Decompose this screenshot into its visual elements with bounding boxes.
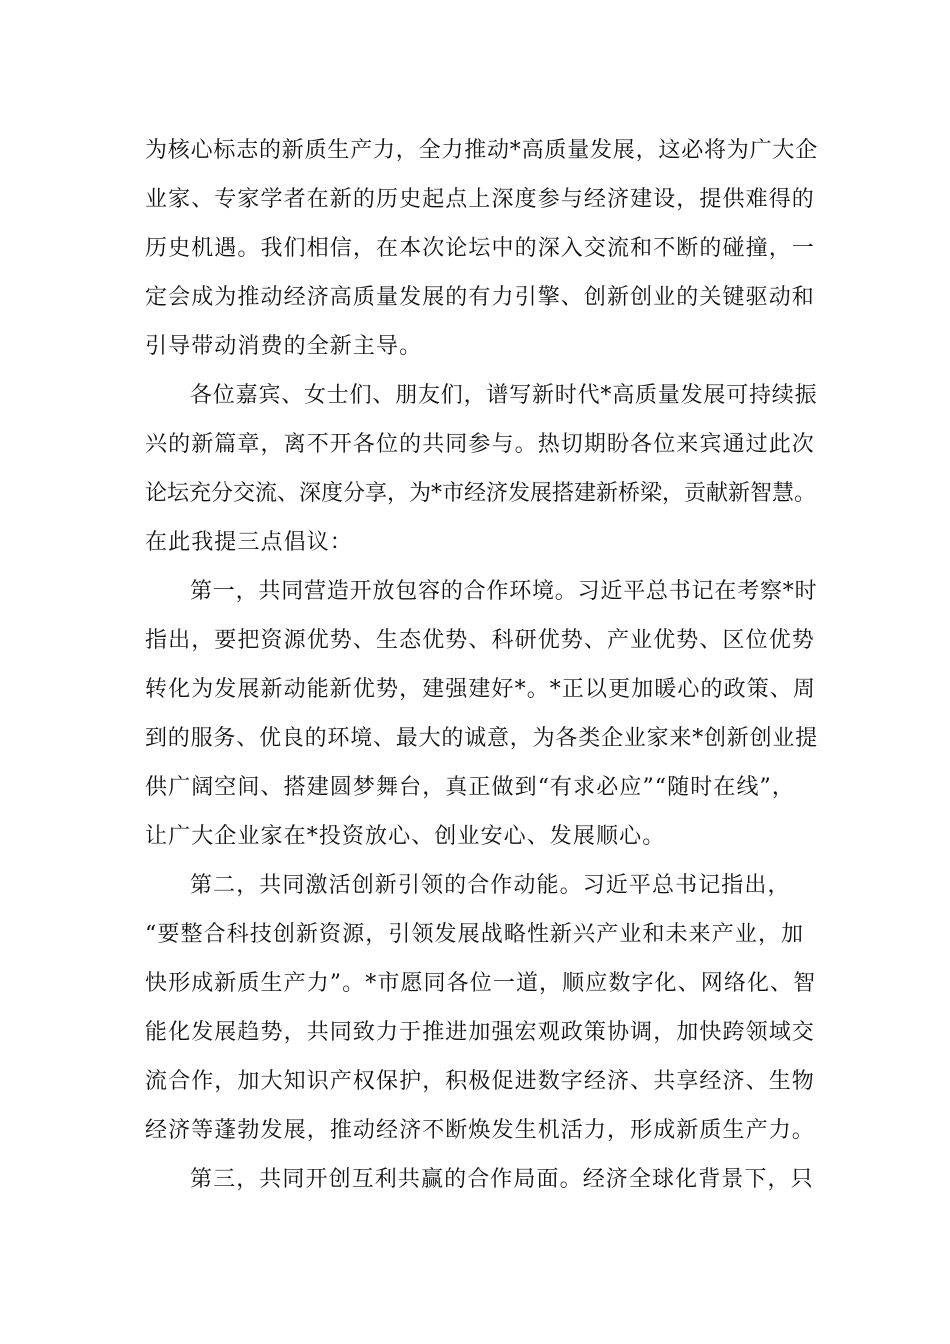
text-line: 到的服务、优良的环境、最大的诚意，为各类企业家来*创新创业提 (145, 726, 819, 751)
paragraph-first-line: 各位嘉宾、女士们、朋友们，谱写新时代*高质量发展可持续振 (190, 383, 818, 408)
text-line: 业家、专家学者在新的历史起点上深度参与经济建设，提供难得的 (145, 187, 815, 212)
text-line: 兴的新篇章，离不开各位的共同参与。热切期盼各位来宾通过此次 (145, 432, 815, 457)
text-line: 论坛充分交流、深度分享，为*市经济发展搭建新桥梁，贡献新智慧。 (145, 481, 817, 506)
text-line: 历史机遇。我们相信，在本次论坛中的深入交流和不断的碰撞，一 (145, 236, 815, 261)
text-line: 流合作，加大知识产权保护，积极促进数字经济、共享经济、生物 (145, 1069, 815, 1094)
text-line: 供广阔空间、搭建圆梦舞台，真正做到“有求必应”“随时在线”， (145, 775, 795, 800)
text-line: 引导带动消费的全新主导。 (145, 334, 423, 359)
text-line: 指出，要把资源优势、生态优势、科研优势、产业优势、区位优势 (145, 628, 815, 653)
text-line: 在此我提三点倡议： (145, 530, 353, 555)
paragraph-first-line: 第二，共同激活创新引领的合作动能。习近平总书记指出， (190, 873, 791, 898)
body-text (145, 126, 819, 1204)
text-line: 能化发展趋势，共同致力于推进加强宏观政策协调，加快跨领域交 (145, 1020, 815, 1045)
text-line: 让广大企业家在*投资放心、创业安心、发展顺心。 (145, 824, 666, 849)
text-line: “要整合科技创新资源，引领发展战略性新兴产业和未来产业，加 (145, 922, 805, 947)
text-line: 经济等蓬勃发展，推动经济不断焕发生机活力，形成新质生产力。 (145, 1118, 815, 1143)
text-line: 转化为发展新动能新优势，建强建好*。*正以更加暖心的政策、周 (145, 677, 817, 702)
paragraph-first-line: 第一，共同营造开放包容的合作环境。习近平总书记在考察*时 (190, 579, 818, 604)
text-line: 为核心标志的新质生产力，全力推动*高质量发展，这必将为广大企 (145, 138, 819, 163)
paragraph-first-line: 第三，共同开创互利共赢的合作局面。经济全球化背景下，只 (190, 1167, 814, 1192)
text-line: 快形成新质生产力”。*市愿同各位一道，顺应数字化、网络化、智 (145, 971, 817, 996)
text-line: 定会成为推动经济高质量发展的有力引擎、创新创业的关键驱动和 (145, 285, 815, 310)
